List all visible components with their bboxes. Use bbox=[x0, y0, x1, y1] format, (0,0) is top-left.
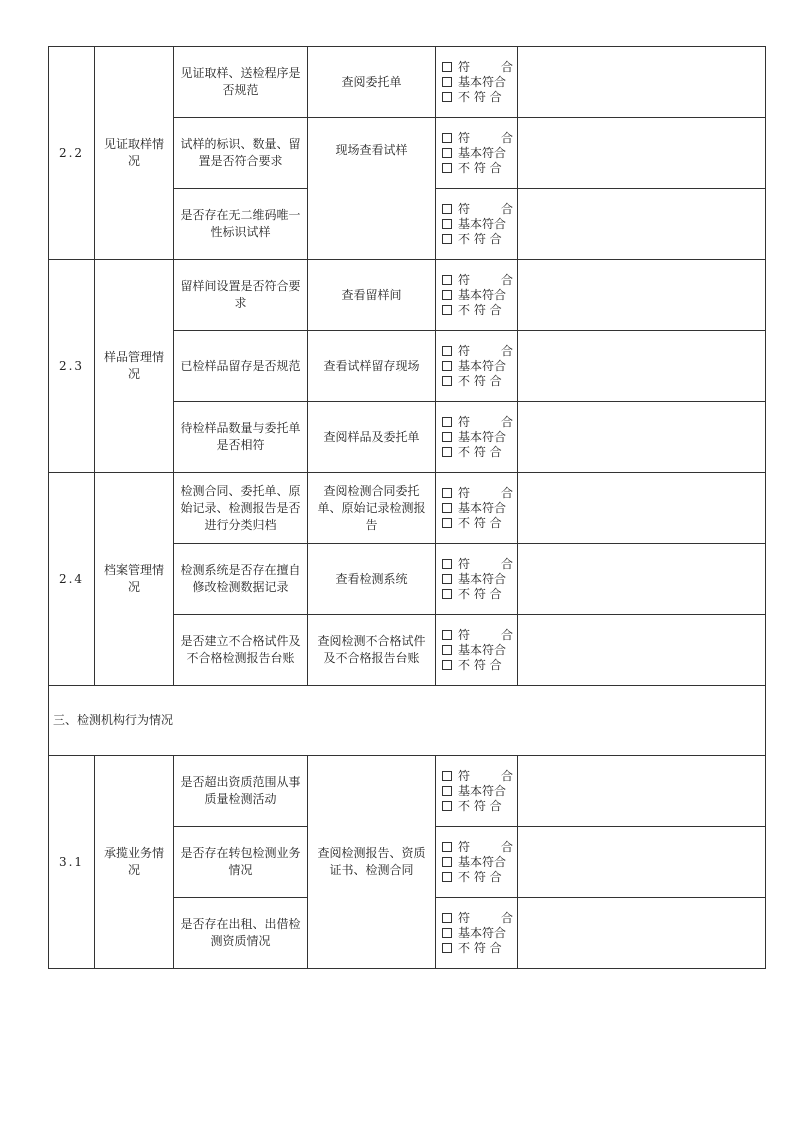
checkbox-icon[interactable] bbox=[442, 771, 452, 781]
checkbox-icon[interactable] bbox=[442, 645, 452, 655]
result-options bbox=[436, 260, 518, 331]
check-item: 是否存在无二维码唯一性标识试样 bbox=[174, 189, 308, 260]
option-not-conform[interactable]: 不 符 合 bbox=[442, 941, 513, 956]
remarks-cell[interactable] bbox=[518, 473, 766, 544]
option-not-conform[interactable]: 不 符 合 bbox=[442, 232, 513, 247]
checkbox-icon[interactable] bbox=[442, 417, 452, 427]
checkbox-icon[interactable] bbox=[442, 376, 452, 386]
option-basic-conform[interactable]: 基本符合 bbox=[442, 572, 513, 587]
remarks-cell[interactable] bbox=[518, 402, 766, 473]
option-conform[interactable]: 符 合 bbox=[442, 769, 513, 784]
option-not-conform[interactable]: 不 符 合 bbox=[442, 516, 513, 531]
result-options bbox=[436, 473, 518, 544]
checkbox-icon[interactable] bbox=[442, 786, 452, 796]
check-method: 查阅检测报告、资质证书、检测合同 bbox=[308, 756, 436, 969]
remarks-cell[interactable] bbox=[518, 331, 766, 402]
option-basic-conform[interactable]: 基本符合 bbox=[442, 146, 513, 161]
category-name: 档案管理情况 bbox=[95, 473, 174, 686]
checkbox-icon[interactable] bbox=[442, 234, 452, 244]
check-method: 查看试样留存现场 bbox=[308, 331, 436, 402]
checkbox-icon[interactable] bbox=[442, 361, 452, 371]
remarks-cell[interactable] bbox=[518, 47, 766, 118]
checkbox-icon[interactable] bbox=[442, 432, 452, 442]
check-item: 已检样品留存是否规范 bbox=[174, 331, 308, 402]
category-name: 见证取样情况 bbox=[95, 47, 174, 260]
section-header-row bbox=[49, 686, 766, 756]
check-method: 查阅委托单 bbox=[308, 47, 436, 118]
option-not-conform[interactable]: 不 符 合 bbox=[442, 658, 513, 673]
checkbox-icon[interactable] bbox=[442, 630, 452, 640]
check-method: 查看检测系统 bbox=[308, 544, 436, 615]
option-basic-conform[interactable]: 基本符合 bbox=[442, 359, 513, 374]
remarks-cell[interactable] bbox=[518, 756, 766, 827]
checkbox-icon[interactable] bbox=[442, 574, 452, 584]
option-basic-conform[interactable]: 基本符合 bbox=[442, 926, 513, 941]
checkbox-icon[interactable] bbox=[442, 518, 452, 528]
checkbox-icon[interactable] bbox=[442, 447, 452, 457]
remarks-cell[interactable] bbox=[518, 260, 766, 331]
checkbox-icon[interactable] bbox=[442, 589, 452, 599]
option-not-conform[interactable]: 不 符 合 bbox=[442, 374, 513, 389]
option-conform[interactable]: 符 合 bbox=[442, 840, 513, 855]
option-conform[interactable]: 符 合 bbox=[442, 911, 513, 926]
option-not-conform[interactable]: 不 符 合 bbox=[442, 303, 513, 318]
checkbox-icon[interactable] bbox=[442, 660, 452, 670]
option-not-conform[interactable]: 不 符 合 bbox=[442, 161, 513, 176]
check-method: 查阅样品及委托单 bbox=[308, 402, 436, 473]
check-item: 是否存在转包检测业务情况 bbox=[174, 827, 308, 898]
option-basic-conform[interactable]: 基本符合 bbox=[442, 784, 513, 799]
remarks-cell[interactable] bbox=[518, 118, 766, 189]
checkbox-icon[interactable] bbox=[442, 872, 452, 882]
result-options bbox=[436, 898, 518, 969]
check-method: 查看留样间 bbox=[308, 260, 436, 331]
result-options bbox=[436, 827, 518, 898]
category-name: 样品管理情况 bbox=[95, 260, 174, 473]
checkbox-icon[interactable] bbox=[442, 133, 452, 143]
option-conform[interactable]: 符 合 bbox=[442, 557, 513, 572]
checkbox-icon[interactable] bbox=[442, 842, 452, 852]
checkbox-icon[interactable] bbox=[442, 346, 452, 356]
checkbox-icon[interactable] bbox=[442, 559, 452, 569]
remarks-cell[interactable] bbox=[518, 189, 766, 260]
result-options bbox=[436, 47, 518, 118]
result-options bbox=[436, 402, 518, 473]
checkbox-icon[interactable] bbox=[442, 204, 452, 214]
result-options bbox=[436, 189, 518, 260]
checkbox-icon[interactable] bbox=[442, 943, 452, 953]
option-conform[interactable]: 符 合 bbox=[442, 415, 513, 430]
check-item: 是否存在出租、出借检测资质情况 bbox=[174, 898, 308, 969]
category-name: 承揽业务情况 bbox=[95, 756, 174, 969]
option-basic-conform[interactable]: 基本符合 bbox=[442, 643, 513, 658]
option-conform[interactable]: 符 合 bbox=[442, 486, 513, 501]
table-row bbox=[49, 473, 766, 544]
checkbox-icon[interactable] bbox=[442, 163, 452, 173]
option-basic-conform[interactable]: 基本符合 bbox=[442, 217, 513, 232]
checkbox-icon[interactable] bbox=[442, 62, 452, 72]
item-number: 2.3 bbox=[49, 260, 95, 473]
checkbox-icon[interactable] bbox=[442, 275, 452, 285]
checkbox-icon[interactable] bbox=[442, 913, 452, 923]
item-number: 3.1 bbox=[49, 756, 95, 969]
item-number: 2.2 bbox=[49, 47, 95, 260]
option-conform[interactable]: 符 合 bbox=[442, 131, 513, 146]
remarks-cell[interactable] bbox=[518, 827, 766, 898]
option-basic-conform[interactable]: 基本符合 bbox=[442, 430, 513, 445]
option-basic-conform[interactable]: 基本符合 bbox=[442, 501, 513, 516]
checkbox-icon[interactable] bbox=[442, 219, 452, 229]
check-item: 试样的标识、数量、留置是否符合要求 bbox=[174, 118, 308, 189]
item-number: 2.4 bbox=[49, 473, 95, 686]
option-conform[interactable]: 符 合 bbox=[442, 628, 513, 643]
table-row bbox=[49, 756, 766, 827]
check-item: 检测合同、委托单、原始记录、检测报告是否进行分类归档 bbox=[174, 473, 308, 544]
checkbox-icon[interactable] bbox=[442, 290, 452, 300]
option-not-conform[interactable]: 不 符 合 bbox=[442, 445, 513, 460]
option-not-conform[interactable]: 不 符 合 bbox=[442, 90, 513, 105]
check-item: 留样间设置是否符合要求 bbox=[174, 260, 308, 331]
remarks-cell[interactable] bbox=[518, 544, 766, 615]
check-method: 现场查看试样 bbox=[308, 118, 436, 260]
table-row bbox=[49, 260, 766, 331]
result-options bbox=[436, 118, 518, 189]
check-item: 是否建立不合格试件及不合格检测报告台账 bbox=[174, 615, 308, 686]
checkbox-icon[interactable] bbox=[442, 928, 452, 938]
option-not-conform[interactable]: 不 符 合 bbox=[442, 799, 513, 814]
option-conform[interactable]: 符 合 bbox=[442, 60, 513, 75]
check-item: 待检样品数量与委托单是否相符 bbox=[174, 402, 308, 473]
checkbox-icon[interactable] bbox=[442, 77, 452, 87]
section-title: 三、检测机构行为情况 bbox=[49, 686, 766, 756]
result-options bbox=[436, 615, 518, 686]
option-conform[interactable]: 符 合 bbox=[442, 273, 513, 288]
table-row bbox=[49, 47, 766, 118]
checkbox-icon[interactable] bbox=[442, 801, 452, 811]
check-method: 查阅检测合同委托单、原始记录检测报告 bbox=[308, 473, 436, 544]
option-conform[interactable]: 符 合 bbox=[442, 202, 513, 217]
remarks-cell[interactable] bbox=[518, 898, 766, 969]
option-not-conform[interactable]: 不 符 合 bbox=[442, 587, 513, 602]
check-item: 是否超出资质范围从事质量检测活动 bbox=[174, 756, 308, 827]
checkbox-icon[interactable] bbox=[442, 857, 452, 867]
result-options bbox=[436, 756, 518, 827]
check-item: 见证取样、送检程序是否规范 bbox=[174, 47, 308, 118]
checkbox-icon[interactable] bbox=[442, 503, 452, 513]
option-basic-conform[interactable]: 基本符合 bbox=[442, 75, 513, 90]
result-options bbox=[436, 331, 518, 402]
checkbox-icon[interactable] bbox=[442, 92, 452, 102]
remarks-cell[interactable] bbox=[518, 615, 766, 686]
option-conform[interactable]: 符 合 bbox=[442, 344, 513, 359]
option-basic-conform[interactable]: 基本符合 bbox=[442, 288, 513, 303]
result-options bbox=[436, 544, 518, 615]
checkbox-icon[interactable] bbox=[442, 488, 452, 498]
check-item: 检测系统是否存在擅自修改检测数据记录 bbox=[174, 544, 308, 615]
checkbox-icon[interactable] bbox=[442, 148, 452, 158]
option-not-conform[interactable]: 不 符 合 bbox=[442, 870, 513, 885]
inspection-table bbox=[48, 46, 766, 969]
option-basic-conform[interactable]: 基本符合 bbox=[442, 855, 513, 870]
checkbox-icon[interactable] bbox=[442, 305, 452, 315]
check-method: 查阅检测不合格试件及不合格报告台账 bbox=[308, 615, 436, 686]
